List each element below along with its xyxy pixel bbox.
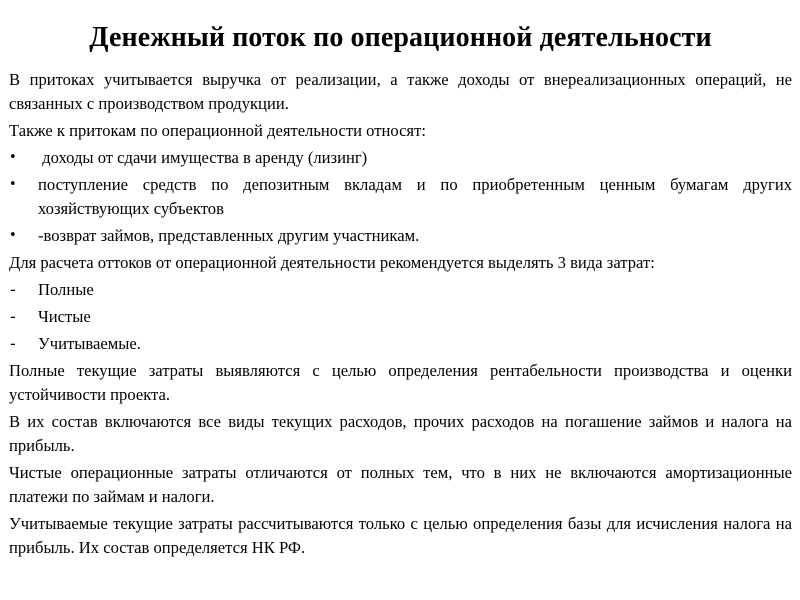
inflows-lead-paragraph: Также к притокам по операционной деятельности относят: <box>9 121 426 140</box>
list-item <box>9 173 792 221</box>
bullet-icon: • <box>9 150 17 165</box>
list-item-text: доходы от сдачи имущества в аренду (лизинг) <box>38 148 368 167</box>
list-item-text: Чистые <box>38 307 91 326</box>
dash-icon: - <box>10 307 16 326</box>
net-costs-paragraph: Чистые операционные затраты отличаются от полных тем, что в них не включаются амортизационные платежи по займам и налоги. <box>9 463 792 506</box>
list-item-text: Полные <box>38 280 94 299</box>
list-item <box>9 146 792 170</box>
list-item <box>9 332 792 356</box>
slide-title: Денежный поток по операционной деятельности <box>89 22 712 53</box>
list-item-text: -возврат займов, представленных другим участникам. <box>38 226 420 245</box>
list-item-text: поступление средств по депозитным вкладам и по приобретенным ценным бумагам других хозяйствующих субъектов <box>38 175 792 218</box>
bullet-icon: • <box>9 228 17 243</box>
slide-body <box>9 68 792 560</box>
full-costs-composition-paragraph: В их состав включаются все виды текущих расходов, прочих расходов на погашение займов и налога на прибыль. <box>9 412 792 455</box>
accounted-costs-paragraph: Учитываемые текущие затраты рассчитываются только с целью определения базы для исчисления налога на прибыль. Их состав определяется НК РФ. <box>9 514 792 557</box>
dash-icon: - <box>10 334 16 353</box>
dash-icon: - <box>10 280 16 299</box>
cost-types-list <box>9 278 792 356</box>
inflow-list <box>9 146 792 248</box>
list-item <box>9 224 792 248</box>
full-costs-paragraph: Полные текущие затраты выявляются с целью определения рентабельности производства и оценки устойчивости проекта. <box>9 361 792 404</box>
bullet-icon: • <box>9 177 17 192</box>
intro-paragraph: В притоках учитывается выручка от реализации, а также доходы от внереализационных операций, не связанных с производством продукции. <box>9 70 792 113</box>
list-item-text: Учитываемые. <box>38 334 141 353</box>
outflows-lead-paragraph: Для расчета оттоков от операционной деятельности рекомендуется выделять 3 вида затрат: <box>9 253 655 272</box>
list-item <box>9 278 792 302</box>
list-item <box>9 305 792 329</box>
